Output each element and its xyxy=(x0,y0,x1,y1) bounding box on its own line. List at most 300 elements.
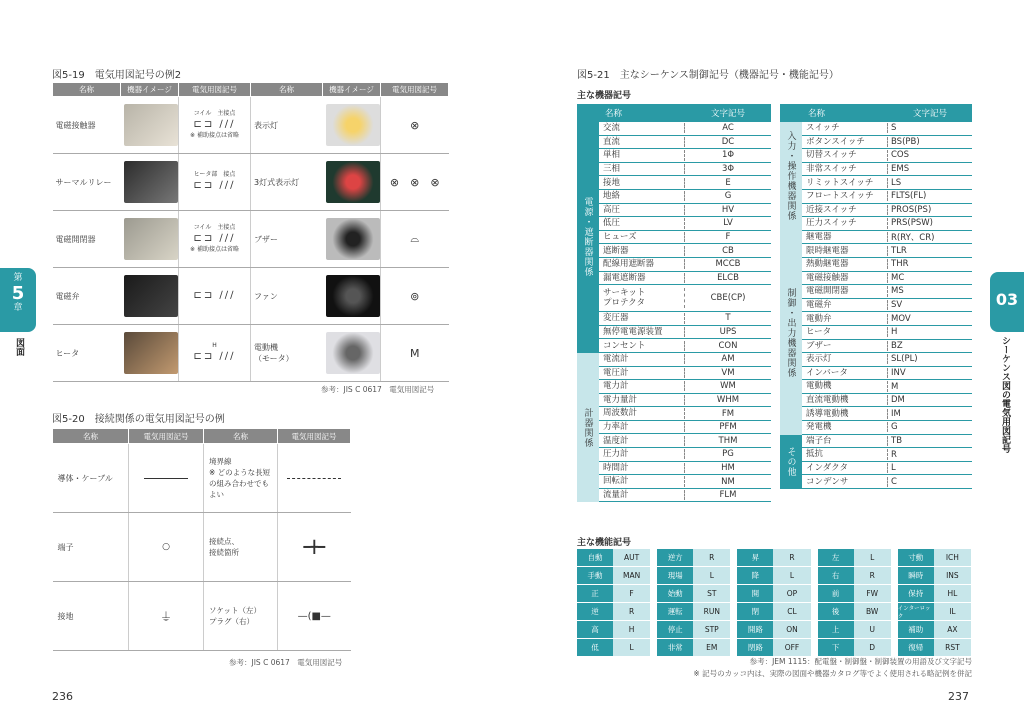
function-symbol xyxy=(818,639,891,657)
table-row xyxy=(802,326,972,340)
device-code: SV xyxy=(891,300,903,311)
function-code: INS xyxy=(934,567,971,584)
device-code: MOV xyxy=(891,313,911,324)
symbol-label: H xyxy=(212,341,217,349)
function-symbol xyxy=(657,639,730,657)
table-row xyxy=(53,325,449,382)
device-code: DM xyxy=(891,395,905,406)
function-name: 瞬時 xyxy=(898,567,934,584)
device-code: M xyxy=(891,381,899,392)
device-name: 地絡 xyxy=(599,191,685,201)
device-code: PG xyxy=(722,449,734,460)
table-row xyxy=(802,340,972,354)
table-row xyxy=(599,217,771,231)
connection-symbol-icon xyxy=(129,444,204,513)
function-symbol xyxy=(737,585,810,603)
device-code: NM xyxy=(721,476,735,487)
table-row xyxy=(802,394,972,408)
table-row xyxy=(599,339,771,353)
device-name: 表示灯 xyxy=(802,354,888,364)
table-row xyxy=(599,176,771,190)
device-code: H xyxy=(891,327,898,338)
chapter-tab-suffix: 章 xyxy=(13,302,23,313)
function-code: RST xyxy=(934,639,971,656)
function-name: 寸動 xyxy=(898,549,934,566)
device-photo xyxy=(124,275,178,317)
symbol-label: ヒータ部 接点 xyxy=(193,170,236,178)
table-row xyxy=(599,122,771,136)
device-name: ヒューズ xyxy=(599,232,685,242)
page-number-left: 236 xyxy=(52,690,73,703)
function-code: L xyxy=(613,639,650,656)
device-name: 電動機 xyxy=(802,381,888,391)
category-power: 電源・遮断器関係 xyxy=(577,122,599,353)
device-name: 接地 xyxy=(599,178,685,188)
symbol-label: コイル 主接点 xyxy=(193,109,236,117)
function-symbol xyxy=(818,603,891,621)
table-row xyxy=(802,176,972,190)
function-code: H xyxy=(613,621,650,638)
device-name: 直流電動機 xyxy=(802,395,888,405)
function-symbol xyxy=(577,549,650,567)
device-name: 圧力計 xyxy=(599,449,685,459)
fig19-reference: 参考：JIS C 0617 電気用図記号 xyxy=(321,385,435,394)
device-name: ヒータ xyxy=(802,327,888,337)
function-symbol xyxy=(818,567,891,585)
section-tab: 03 xyxy=(990,272,1024,332)
circuit-symbol: M xyxy=(381,325,449,382)
function-name: 手動 xyxy=(577,567,613,584)
function-name: 高 xyxy=(577,621,613,638)
table-row xyxy=(599,163,771,177)
table-row xyxy=(802,122,972,136)
function-code: STP xyxy=(693,621,730,638)
function-symbol xyxy=(737,621,810,639)
device-code: MS xyxy=(891,286,904,297)
table-row xyxy=(802,258,972,272)
table-row xyxy=(802,272,972,286)
device-code: FLM xyxy=(719,490,737,501)
device-code: VM xyxy=(721,367,735,378)
function-name: 昇 xyxy=(737,549,773,566)
function-symbol xyxy=(657,621,730,639)
device-name: インダクタ xyxy=(802,463,888,473)
symbol-label: コイル 主接点 xyxy=(193,223,236,231)
function-code: ICH xyxy=(934,549,971,566)
device-name: ブザー xyxy=(802,341,888,351)
device-name: 発電機 xyxy=(802,422,888,432)
function-code: BW xyxy=(854,603,891,620)
device-name: 電圧計 xyxy=(599,368,685,378)
connection-name: 端子 xyxy=(53,513,129,582)
device-code: THR xyxy=(891,259,909,270)
chapter-tab-prefix: 第 xyxy=(13,273,23,283)
device-name: 誘導電動機 xyxy=(802,409,888,419)
function-name: 低 xyxy=(577,639,613,656)
table-row xyxy=(599,136,771,150)
table-row xyxy=(599,448,771,462)
device-photo xyxy=(124,104,178,146)
device-name: 変圧器 xyxy=(599,313,685,323)
col-name: 名称 xyxy=(605,109,623,119)
function-code: IL xyxy=(934,603,971,620)
table-row xyxy=(53,97,449,154)
device-code: L xyxy=(891,463,896,474)
fig20-table xyxy=(52,428,351,651)
device-name: ブザー xyxy=(251,211,323,268)
function-code: D xyxy=(854,639,891,656)
device-name: 電流計 xyxy=(599,354,685,364)
device-name: 回転計 xyxy=(599,476,685,486)
device-code: MCCB xyxy=(715,259,741,270)
circuit-symbol-icon: ⊏⊐ ∕∕∕ xyxy=(193,180,236,192)
table-row xyxy=(599,407,771,421)
device-photo xyxy=(326,332,380,374)
device-code: 1Φ xyxy=(721,150,735,161)
device-code: PFM xyxy=(719,422,737,433)
device-code: DC xyxy=(721,136,735,147)
table-row xyxy=(599,462,771,476)
device-photo xyxy=(124,161,178,203)
device-name: 圧力スイッチ xyxy=(802,218,888,228)
section-label: シーケンス図の電気用図記号 xyxy=(1000,336,1010,453)
col-code: 文字記号 xyxy=(710,109,745,119)
fig19-table xyxy=(52,82,449,382)
table-row xyxy=(53,582,351,651)
connection-name: 接地 xyxy=(53,582,129,651)
device-name: スイッチ xyxy=(802,123,888,133)
circuit-symbol-icon: ⊏⊐ ∕∕∕ xyxy=(193,290,236,301)
device-name: 電磁弁 xyxy=(53,268,121,325)
device-code: IM xyxy=(891,408,901,419)
circuit-symbol-icon: ⊏⊐ ∕∕∕ xyxy=(193,351,236,363)
function-symbol xyxy=(898,585,971,603)
table-row xyxy=(599,475,771,489)
function-symbol xyxy=(577,639,650,657)
function-name: 後 xyxy=(818,603,854,620)
device-name: 温度計 xyxy=(599,436,685,446)
device-name: 電動弁 xyxy=(802,314,888,324)
function-code: L xyxy=(854,549,891,566)
table-row xyxy=(802,190,972,204)
device-code: TLR xyxy=(891,245,907,256)
table-row xyxy=(599,367,771,381)
device-code: AM xyxy=(721,354,735,365)
table-row xyxy=(599,380,771,394)
function-name: 運転 xyxy=(657,603,693,620)
device-code: UPS xyxy=(719,327,737,338)
device-name: 時間計 xyxy=(599,463,685,473)
device-name: 三相 xyxy=(599,164,685,174)
function-code: OP xyxy=(773,585,810,602)
table-row xyxy=(599,204,771,218)
device-code: SL(PL) xyxy=(891,354,918,365)
device-code: ELCB xyxy=(717,272,739,283)
device-name: 電磁開閉器 xyxy=(802,286,888,296)
table-row xyxy=(802,367,972,381)
device-code: CB xyxy=(722,245,734,256)
device-name: 高圧 xyxy=(599,205,685,215)
function-code: FW xyxy=(854,585,891,602)
table-row xyxy=(53,211,449,268)
table-row xyxy=(599,244,771,258)
device-name: 切替スイッチ xyxy=(802,150,888,160)
fig19-header: 名称 xyxy=(251,83,323,97)
device-photo xyxy=(326,218,380,260)
symbol-note: ※ 補助接点は省略 xyxy=(190,246,239,253)
function-name: 閉路 xyxy=(737,639,773,656)
device-name: 周波数計 xyxy=(599,408,685,418)
device-photo xyxy=(124,218,178,260)
col-code-2: 文字記号 xyxy=(912,109,947,119)
circuit-symbol: ⊗ ⊗ ⊗ xyxy=(381,154,449,211)
function-name: 前 xyxy=(818,585,854,602)
device-name: 無停電電源装置 xyxy=(599,327,685,337)
function-name: 補助 xyxy=(898,621,934,638)
device-code: BS(PB) xyxy=(891,136,920,147)
device-code: E xyxy=(725,177,731,188)
device-code: T xyxy=(725,313,731,324)
device-photo xyxy=(124,332,178,374)
device-code: HV xyxy=(721,204,735,215)
function-name: 閉 xyxy=(737,603,773,620)
category-control: 制御・出力機器関係 xyxy=(780,231,802,435)
table-row xyxy=(599,394,771,408)
function-code: U xyxy=(854,621,891,638)
fig20-title: 図5-20 接続関係の電気用図記号の例 xyxy=(52,414,225,425)
function-code: OFF xyxy=(773,639,810,656)
function-code: L xyxy=(773,567,810,584)
function-symbol xyxy=(577,585,650,603)
function-name: 始動 xyxy=(657,585,693,602)
function-symbol xyxy=(657,603,730,621)
table-row xyxy=(599,285,771,312)
fig20-header: 電気用図記号 xyxy=(278,429,351,444)
connection-symbol-icon: ○ xyxy=(129,513,204,582)
fig21-title: 図5-21 主なシーケンス制御記号（機器記号・機能記号） xyxy=(577,70,839,81)
fig19-header: 機器イメージ xyxy=(121,83,179,97)
device-name: 電磁接触器 xyxy=(53,97,121,154)
table-row xyxy=(802,435,972,449)
function-name: 正 xyxy=(577,585,613,602)
device-name: 継電器 xyxy=(802,232,888,242)
function-symbols-grid xyxy=(577,549,971,657)
table-row xyxy=(599,231,771,245)
table-row xyxy=(802,475,972,489)
device-code: BZ xyxy=(891,340,903,351)
device-name: インバータ xyxy=(802,368,888,378)
function-symbol xyxy=(898,639,971,657)
device-code: HM xyxy=(721,462,735,473)
function-code: R xyxy=(854,567,891,584)
device-name: フロートスイッチ xyxy=(802,191,888,201)
chapter-number: 5 xyxy=(11,282,25,304)
circuit-symbol-icon: ⊏⊐ ∕∕∕ xyxy=(193,233,236,244)
function-code: R xyxy=(693,549,730,566)
table-row xyxy=(599,489,771,503)
function-name: 下 xyxy=(818,639,854,656)
device-code: EMS xyxy=(891,164,910,175)
fig20-header: 名称 xyxy=(204,429,278,444)
category-meters: 計器関係 xyxy=(577,353,599,503)
device-code: WHM xyxy=(716,394,740,405)
function-code: EM xyxy=(693,639,730,656)
table-row xyxy=(599,272,771,286)
device-name: 電動機 （モータ） xyxy=(251,325,323,382)
function-code: F xyxy=(613,585,650,602)
function-symbol xyxy=(737,567,810,585)
function-symbol xyxy=(577,621,650,639)
table-row xyxy=(802,407,972,421)
connection-symbol-icon xyxy=(278,444,351,513)
table-row xyxy=(802,163,972,177)
function-symbol xyxy=(577,603,650,621)
device-name: 交流 xyxy=(599,123,685,133)
function-name: 開 xyxy=(737,585,773,602)
device-code: FLTS(FL) xyxy=(891,191,927,202)
device-name: 力率計 xyxy=(599,422,685,432)
function-name: 上 xyxy=(818,621,854,638)
symbol-note: ※ 補助接点は省略 xyxy=(190,132,239,139)
chapter-tab xyxy=(0,268,36,332)
function-symbols-title: 主な機能記号 xyxy=(577,538,632,548)
function-code: L xyxy=(693,567,730,584)
category-input: 入力・操作機器関係 xyxy=(780,122,802,231)
function-symbol xyxy=(737,639,810,657)
device-code: S xyxy=(891,123,897,134)
device-code: R xyxy=(891,449,897,460)
device-code: PRS(PSW) xyxy=(891,218,933,229)
device-symbols-title: 主な機器記号 xyxy=(577,91,632,101)
device-table-right xyxy=(780,104,972,489)
circuit-symbol-icon: ⊏⊐ ∕∕∕ xyxy=(193,119,236,130)
device-code: LS xyxy=(891,177,902,188)
device-name: リミットスイッチ xyxy=(802,178,888,188)
device-name: コンセント xyxy=(599,341,685,351)
device-table-left xyxy=(577,104,771,502)
fig21-note: ※ 記号のカッコ内は、実際の図面や機器カタログ等でよく使用される略記例を併記 xyxy=(693,669,972,678)
connection-name: 導体・ケーブル xyxy=(53,444,129,513)
connection-symbol-icon: ━╋━ xyxy=(278,513,351,582)
function-code: MAN xyxy=(613,567,650,584)
function-symbol xyxy=(898,603,971,621)
device-name: 電磁弁 xyxy=(802,300,888,310)
table-row xyxy=(599,421,771,435)
function-name: 逆方 xyxy=(657,549,693,566)
device-name: 非常スイッチ xyxy=(802,164,888,174)
device-code: LV xyxy=(723,218,733,229)
table-row xyxy=(802,244,972,258)
function-symbol xyxy=(898,567,971,585)
function-symbol xyxy=(898,549,971,567)
function-name: 右 xyxy=(818,567,854,584)
function-code: CL xyxy=(773,603,810,620)
table-row xyxy=(802,380,972,394)
table-row xyxy=(599,353,771,367)
device-name: 3灯式表示灯 xyxy=(251,154,323,211)
device-name: 電力量計 xyxy=(599,395,685,405)
table-row xyxy=(802,448,972,462)
device-name: 漏電遮断器 xyxy=(599,273,685,283)
device-name: ボタンスイッチ xyxy=(802,137,888,147)
device-name: ヒータ xyxy=(53,325,121,382)
fig19-header: 電気用図記号 xyxy=(381,83,449,97)
table-row xyxy=(802,285,972,299)
function-name: 左 xyxy=(818,549,854,566)
table-row xyxy=(53,154,449,211)
connection-name: 接続点、 接続箇所 xyxy=(204,513,278,582)
device-name: 配線用遮断器 xyxy=(599,259,685,269)
device-code: CBE(CP) xyxy=(710,293,746,304)
device-name: 限時継電器 xyxy=(802,246,888,256)
function-name: 保持 xyxy=(898,585,934,602)
table-row xyxy=(802,353,972,367)
function-code: AX xyxy=(934,621,971,638)
col-name-2: 名称 xyxy=(808,109,826,119)
device-code: 3Φ xyxy=(721,164,735,175)
table-row xyxy=(802,149,972,163)
function-symbol xyxy=(898,621,971,639)
device-code: COS xyxy=(891,150,910,161)
function-symbol xyxy=(818,621,891,639)
function-name: インターロック xyxy=(898,603,934,620)
function-code: R xyxy=(773,549,810,566)
device-name: 遮断器 xyxy=(599,246,685,256)
function-name: 非常 xyxy=(657,639,693,656)
fig20-reference: 参考：JIS C 0617 電気用図記号 xyxy=(229,658,343,667)
device-name: 端子台 xyxy=(802,436,888,446)
fig20-header: 名称 xyxy=(53,429,129,444)
table-row xyxy=(53,444,351,513)
function-code: HL xyxy=(934,585,971,602)
connection-name: 境界線 ※ どのような長短の組み合わせでもよい xyxy=(204,444,278,513)
circuit-symbol: ⊚ xyxy=(381,268,449,325)
table-row xyxy=(802,204,972,218)
device-name: 抵抗 xyxy=(802,449,888,459)
table-row xyxy=(599,149,771,163)
function-code: AUT xyxy=(613,549,650,566)
device-code: G xyxy=(891,422,898,433)
device-name: 近接スイッチ xyxy=(802,205,888,215)
circuit-symbol: ⌓ xyxy=(381,211,449,268)
fig21-reference: 参考：JEM 1115：配電盤・制御盤・制御装置の用語及び文字記号 xyxy=(749,657,972,666)
function-code: RUN xyxy=(693,603,730,620)
device-name: 電磁開閉器 xyxy=(53,211,121,268)
table-row xyxy=(599,312,771,326)
function-name: 停止 xyxy=(657,621,693,638)
device-code: WM xyxy=(720,381,736,392)
function-code: ON xyxy=(773,621,810,638)
function-name: 降 xyxy=(737,567,773,584)
table-row xyxy=(802,421,972,435)
table-row xyxy=(53,513,351,582)
function-symbol xyxy=(737,549,810,567)
device-code: AC xyxy=(722,123,734,134)
table-row xyxy=(802,231,972,245)
table-row xyxy=(802,136,972,150)
device-name: 直流 xyxy=(599,137,685,147)
function-symbol xyxy=(737,603,810,621)
function-symbol xyxy=(657,549,730,567)
table-row xyxy=(599,190,771,204)
device-name: コンデンサ xyxy=(802,477,888,487)
page-number-right: 237 xyxy=(948,690,969,703)
device-name: 電磁接触器 xyxy=(802,273,888,283)
device-code: C xyxy=(891,476,897,487)
fig19-header: 機器イメージ xyxy=(323,83,381,97)
fig19-header: 電気用図記号 xyxy=(179,83,251,97)
device-name: 単相 xyxy=(599,150,685,160)
